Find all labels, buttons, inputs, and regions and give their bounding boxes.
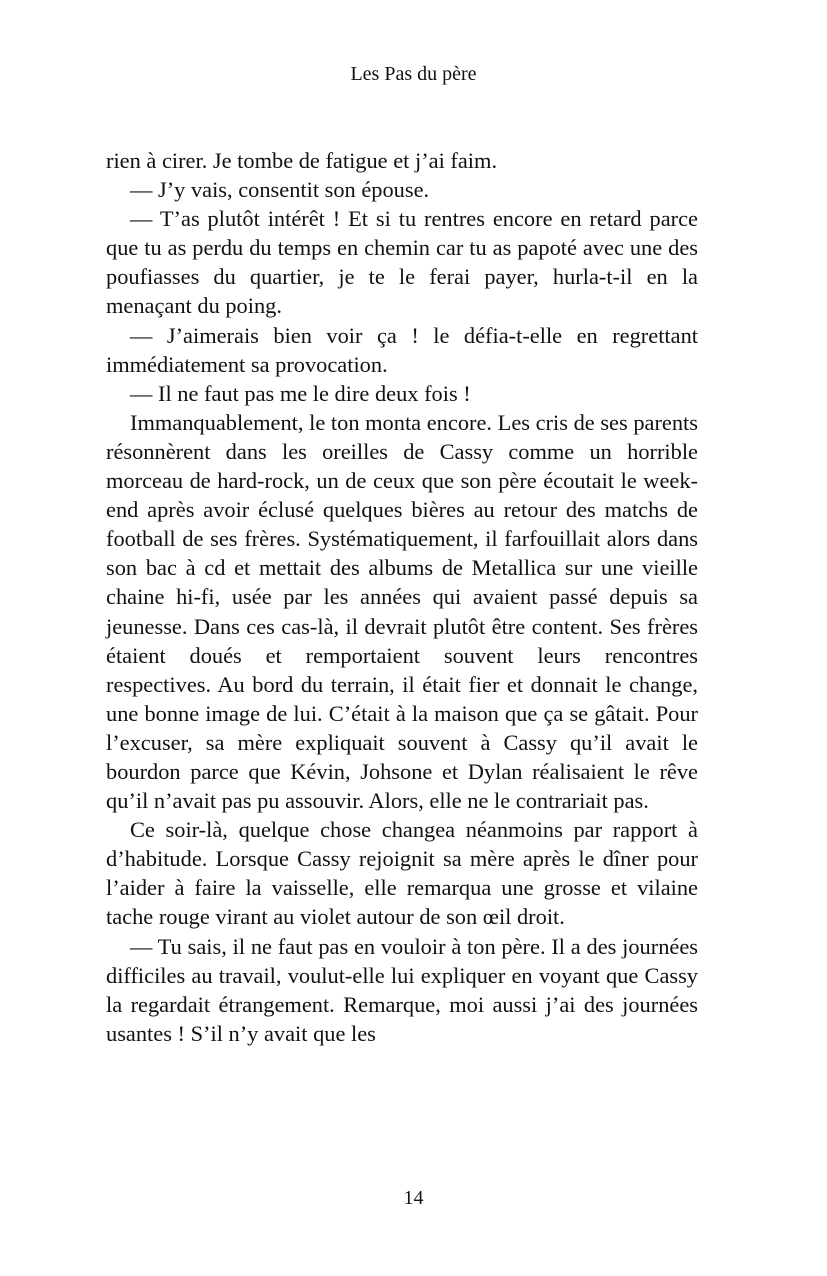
paragraph: Immanquablement, le ton monta encore. Les cris de ses parents résonnèrent dans les oreilles de Cassy comme un horrible morceau de hard-rock, un de ceux que son père écoutait le week-end après avoir éclusé quelques bières au retour des matchs de football de ses frères. Systématiquement, il farfouillait alors dans son bac à cd et mettait des albums de Metallica sur une vieille chaine hi-fi, usée par les années qui avaient passé depuis sa jeunesse. Dans ces cas-là, il devrait plutôt être content. Ses frères étaient doués et remportaient souvent leurs rencontres respectives. Au bord du terrain, il était fier et donnait le change, une bonne image de lui. C’était à la maison que ça se gâtait. Pour l’excuser, sa mère expliquait souvent à Cassy qu’il avait le bourdon parce que Kévin, Johsone et Dylan réalisaient le rêve qu’il n’avait pas pu assouvir. Alors, elle ne le contrariait pas. <box>106 409 698 814</box>
dialogue-line: — Tu sais, il ne faut pas en vouloir à ton père. Il a des journées difficiles au travail, voulut-elle lui expliquer en voyant que Cassy la regardait étrangement. Remarque, moi aussi j’ai des journées usantes ! S’il n’y avait que les <box>106 933 698 1046</box>
paragraph: Ce soir-là, quelque chose changea néanmoins par rapport à d’habitude. Lorsque Cassy rejoignit sa mère après le dîner pour l’aider à faire la vaisselle, elle remarqua une grosse et vilaine tache rouge virant au violet autour de son œil droit. <box>106 817 698 930</box>
paragraph-continued: rien à cirer. Je tombe de fatigue et j’ai faim. <box>106 148 498 173</box>
body-text <box>106 146 698 1048</box>
page-number: 14 <box>403 1187 424 1209</box>
dialogue-line: — Il ne faut pas me le dire deux fois ! <box>130 380 471 406</box>
dialogue-line: — J’aimerais bien voir ça ! le défia-t-elle en regrettant immédiatement sa provocation. <box>106 322 698 377</box>
running-header: Les Pas du père <box>350 63 477 85</box>
dialogue-line: — J’y vais, consentit son épouse. <box>130 177 430 203</box>
dialogue-line: — T’as plutôt intérêt ! Et si tu rentres encore en retard parce que tu as perdu du temps en chemin car tu as papoté avec une des poufiasses du quartier, je te le ferai payer, hurla-t-il en la menaçant du poing. <box>106 206 698 319</box>
